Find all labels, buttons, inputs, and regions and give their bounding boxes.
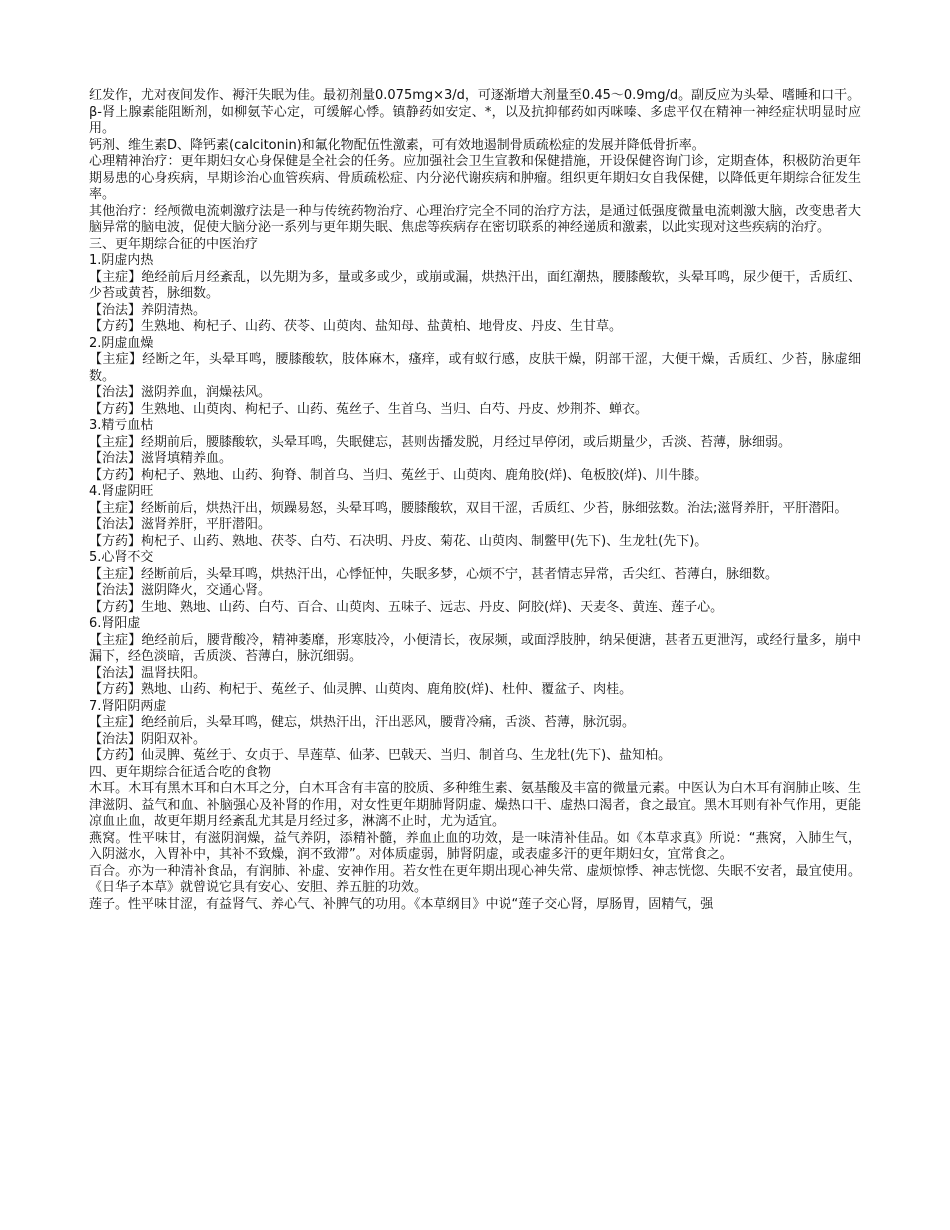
paragraph: 【方药】生地、熟地、山药、白芍、百合、山萸肉、五味子、远志、丹皮、阿胶(烊)、天麦冬、黄连、莲子心。 — [89, 599, 724, 615]
paragraph: 莲子。性平味甘涩，有益肾气、养心气、补脾气的功用。《本草纲目》中说“莲子交心肾，厚肠胃，固精气，强 — [89, 896, 714, 912]
paragraph: β-肾上腺素能阻断剂，如柳氨苄心定，可缓解心悸。镇静药如安定、*，以及抗抑郁药如丙咪嗪、多虑平仅在精神一神经症状明显时应用。 — [89, 104, 861, 136]
section-heading: 四、更年期综合征适合吃的食物 — [89, 764, 272, 780]
paragraph: 【主症】经断前后，烘热汗出，烦躁易怒，头晕耳鸣，腰膝酸软，双目干涩，舌质红、少苔，脉细弦数。治法;滋肾养肝，平肝潜阳。 — [89, 500, 848, 516]
subsection-heading: 3.精亏血枯 — [89, 418, 154, 433]
paragraph: 【治法】滋肾填精养血。 — [89, 451, 233, 466]
subsection-heading: 6.肾阳虚 — [89, 616, 141, 631]
subsection-heading: 4.肾虚阴旺 — [89, 484, 154, 499]
paragraph: 【主症】经断之年，头晕耳鸣，腰膝酸软，肢体麻木，瘙痒，或有蚁行感，皮肤干燥，阴部干涩，大便干燥，舌质红、少苔，脉虚细数。 — [89, 352, 861, 384]
subsection-heading: 2.阴虚血燥 — [89, 335, 154, 351]
paragraph: 钙剂、维生素D、降钙素(calcitonin)和氟化物配伍性激素，可有效地遏制骨质疏松症的发展并降低骨折率。 — [89, 137, 705, 153]
paragraph: 【治法】养阴清热。 — [89, 302, 207, 318]
paragraph: 木耳。木耳有黑木耳和白木耳之分，白木耳含有丰富的胶质、多种维生素、氨基酸及丰富的微量元素。中医认为白木耳有润肺止咳、生津滋阴、益气和血、补脑强心及补肾的作用，对女性更年期肺肾阴虚、燥热口干、虚热口渴者，食之最宜。黑木耳则有补气作用，更能凉血止血，故更年期月经紊乱尤其是月经过多，淋漓不止时，尤为适宜。 — [89, 781, 861, 829]
paragraph: 【主症】经断前后，头晕耳鸣，烘热汗出，心悸怔忡，失眠多梦，心烦不宁，甚者情志异常，舌尖红、苔薄白，脉细数。 — [89, 566, 779, 582]
paragraph: 【方药】生熟地、山萸肉、枸杞子、山药、菟丝子、生首乌、当归、白芍、丹皮、炒荆芥、蝉衣。 — [89, 401, 649, 417]
paragraph: 【治法】滋肾养肝，平肝潜阳。 — [89, 517, 272, 532]
paragraph: 【方药】生熟地、枸杞子、山药、茯苓、山萸肉、盐知母、盐黄柏、地骨皮、丹皮、生甘草。 — [89, 319, 623, 334]
document-body — [89, 88, 861, 913]
paragraph: 其他治疗：经颅微电流刺激疗法是一种与传统药物治疗、心理治疗完全不同的治疗方法，是通过低强度微量电流刺激大脑，改变患者大脑异常的脑电波，促使大脑分泌一系列与更年期失眠、焦虑等疾病存在密切联系的神经递质和激素，以此实现对这些疾病的治疗。 — [89, 203, 861, 235]
paragraph: 【主症】绝经前后，头晕耳鸣，健忘，烘热汗出，汗出恶风，腰背冷痛，舌淡、苔薄，脉沉弱。 — [89, 715, 636, 730]
subsection-heading: 5.心肾不交 — [89, 550, 154, 565]
paragraph: 【方药】仙灵脾、菟丝于、女贞于、旱莲草、仙茅、巴戟天、当归、制首乌、生龙牡(先下)、盐知柏。 — [89, 748, 672, 763]
paragraph: 心理精神治疗：更年期妇女心身保健是全社会的任务。应加强社会卫生宣教和保健措施，开设保健咨询门诊，定期查体，积极防治更年期易患的心身疾病，早期诊治心血管疾病、骨质疏松症、内分泌代谢疾病和肿瘤。组织更年期妇女自我保健，以降低更年期综合征发生率。 — [89, 154, 861, 202]
paragraph: 【主症】绝经前后月经紊乱，以先期为多，量或多或少，或崩或漏，烘热汗出，面红潮热，腰膝酸软，头晕耳鸣，尿少便干，舌质红、少苔或黄苔，脉细数。 — [89, 269, 861, 301]
paragraph: 【治法】温肾扶阳。 — [89, 665, 207, 681]
paragraph: 百合。亦为一种清补食品，有润肺、补虚、安神作用。若女性在更年期出现心神失常、虚烦惊悸、神志恍惚、失眠不安者，最宜使用。《日华子本草》就曾说它具有安心、安胆、养五脏的功效。 — [89, 863, 861, 895]
subsection-heading: 7.肾阳阴两虚 — [89, 698, 167, 714]
section-heading: 三、更年期综合征的中医治疗 — [89, 236, 259, 252]
subsection-heading: 1.阴虚内热 — [89, 253, 154, 268]
paragraph: 【治法】阴阳双补。 — [89, 731, 207, 747]
paragraph: 红发作，尤对夜间发作、褥汗失眠为佳。最初剂量0.075mg×3/d，可逐渐增大剂量至0.45～0.9mg/d。副反应为头晕、嗜睡和口干。 — [89, 88, 861, 103]
paragraph: 燕窝。性平味甘，有滋阴润燥，益气养阴，添精补髓，养血止血的功效，是一味清补佳品。如《本草求真》所说：“燕窝，入肺生气，入阴滋水，入胃补中，其补不致燥，润不致滞”。对体质虚弱，肺肾阴虚，或表虚多汗的更年期妇女，宜常食之。 — [89, 830, 861, 862]
paragraph: 【治法】滋阴降火，交通心肾。 — [89, 583, 272, 598]
paragraph: 【治法】滋阴养血，润燥祛风。 — [89, 385, 272, 400]
paragraph: 【方药】枸杞子、山药、熟地、茯苓、白芍、石决明、丹皮、菊花、山萸肉、制鳖甲(先下)、生龙牡(先下)。 — [89, 533, 708, 549]
paragraph: 【主症】经期前后，腰膝酸软，头晕耳鸣，失眠健忘，甚则齿播发脱，月经过早停闭，或后期量少，舌淡、苔薄，脉细弱。 — [89, 434, 792, 450]
paragraph: 【方药】熟地、山药、枸杞于、菟丝子、仙灵脾、山萸肉、鹿角胶(烊)、杜仲、覆盆子、肉桂。 — [89, 682, 633, 697]
paragraph: 【方药】枸杞子、熟地、山药、狗脊、制首乌、当归、菟丝于、山萸肉、鹿角胶(烊)、龟板胶(烊)、川牛膝。 — [89, 467, 708, 483]
paragraph: 【主症】绝经前后，腰背酸冷，精神萎靡，形寒肢冷，小便清长，夜尿频，或面浮肢肿，纳呆便溏，甚者五更泄泻，或经行量多，崩中漏下，经色淡暗，舌质淡、苔薄白，脉沉细弱。 — [89, 632, 861, 664]
